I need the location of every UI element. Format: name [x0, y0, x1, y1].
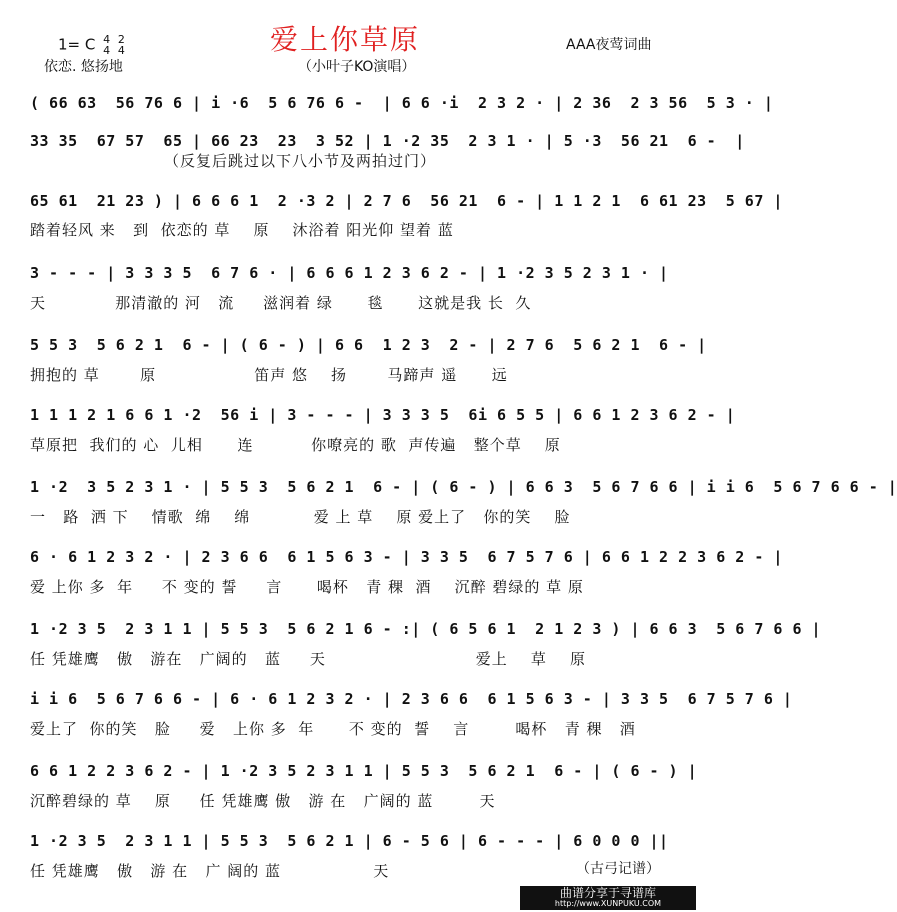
time-signature-2: 2 4: [117, 33, 125, 57]
lyrics-row: 沉醉碧绿的 草 原 任 凭雄鹰 傲 游 在 广阔的 蓝 天: [30, 792, 496, 810]
music-row: ( 66 63 56 76 6 | i ·6 5 6 76 6 - | 6 6 ·i 2 3 2 · | 2 36 2 3 56 5 3 · |: [30, 94, 774, 112]
lyrics-row: 爱上了 你的笑 脸 爱 上你 多 年 不 变的 誓 言 喝杯 青 稞 酒: [30, 720, 636, 738]
repeat-note: （反复后跳过以下八小节及两拍过门）: [164, 152, 437, 170]
music-row: 1 ·2 3 5 2 3 1 1 | 5 5 3 5 6 2 1 | 6 - 5 6 | 6 - - - | 6 0 0 0 ||: [30, 832, 669, 850]
lyrics-row: 天 那清澈的 河 流 滋润着 绿 毯 这就是我 长 久: [30, 294, 532, 312]
lyrics-row: 任 凭雄鹰 傲 游在 广阔的 蓝 天 爱上 草 原: [30, 650, 586, 668]
music-row: 6 6 1 2 2 3 6 2 - | 1 ·2 3 5 2 3 1 1 | 5 5 3 5 6 2 1 6 - | ( 6 - ) |: [30, 762, 698, 780]
song-title: 爱上你草原: [270, 23, 421, 56]
time-signature-1: 4 4: [103, 33, 111, 57]
footer-url[interactable]: http://www.XUNPUKU.COM: [554, 899, 662, 908]
lyrics-row: 踏着轻风 来 到 依恋的 草 原 沐浴着 阳光仰 望着 蓝: [30, 221, 454, 239]
transcriber-credit: （古弓记谱）: [576, 861, 660, 877]
footer-watermark: [520, 886, 696, 910]
music-row: 1 ·2 3 5 2 3 1 · | 5 5 3 5 6 2 1 6 - | ( 6 - ) | 6 6 3 5 6 7 6 6 | i i 6 5 6 7 6 6 - |: [30, 478, 897, 496]
music-row: 65 61 21 23 ) | 6 6 6 1 2 ·3 2 | 2 7 6 56 21 6 - | 1 1 2 1 6 61 23 5 67 |: [30, 192, 783, 210]
music-row: 5 5 3 5 6 2 1 6 - | ( 6 - ) | 6 6 1 2 3 2 - | 2 7 6 5 6 2 1 6 - |: [30, 336, 707, 354]
footer-line-1: 曲谱分享于寻谱库: [559, 886, 656, 900]
music-row: i i 6 5 6 7 6 6 - | 6 · 6 1 2 3 2 · | 2 3 6 6 6 1 5 6 3 - | 3 3 5 6 7 5 7 6 |: [30, 690, 793, 708]
music-row: 1 ·2 3 5 2 3 1 1 | 5 5 3 5 6 2 1 6 - :| ( 6 5 6 1 2 1 2 3 ) | 6 6 3 5 6 7 6 6 |: [30, 620, 822, 638]
performer-label: （小叶子KO演唱）: [298, 59, 416, 75]
tempo-marking: 依恋. 悠扬地: [44, 59, 123, 75]
lyrics-row: 草原把 我们的 心 儿相 连 你嘹亮的 歌 声传遍 整个草 原: [30, 436, 561, 454]
music-row: 33 35 67 57 65 | 66 23 23 3 52 | 1 ·2 35 2 3 1 · | 5 ·3 56 21 6 - |: [30, 132, 745, 150]
lyrics-row: 拥抱的 草 原 笛声 悠 扬 马蹄声 遥 远: [30, 366, 508, 384]
music-row: 1 1 1 2 1 6 6 1 ·2 56 i | 3 - - - | 3 3 3 5 6i 6 5 5 | 6 6 1 2 3 6 2 - |: [30, 406, 736, 424]
author-credit: AAA夜莺词曲: [566, 37, 652, 53]
key-signature: [58, 34, 125, 56]
key-label: 1= C: [58, 35, 96, 54]
music-row: 6 · 6 1 2 3 2 · | 2 3 6 6 6 1 5 6 3 - | 3 3 5 6 7 5 7 6 | 6 6 1 2 2 3 6 2 - |: [30, 548, 783, 566]
music-row: 3 - - - | 3 3 3 5 6 7 6 · | 6 6 6 1 2 3 6 2 - | 1 ·2 3 5 2 3 1 · |: [30, 264, 669, 282]
lyrics-row: 任 凭雄鹰 傲 游 在 广 阔的 蓝 天: [30, 862, 390, 880]
lyrics-row: 一 路 洒 下 情歌 绵 绵 爱 上 草 原 爱上了 你的笑 脸: [30, 508, 571, 526]
lyrics-row: 爱 上你 多 年 不 变的 誓 言 喝杯 青 稞 酒 沉醉 碧绿的 草 原: [30, 578, 584, 596]
